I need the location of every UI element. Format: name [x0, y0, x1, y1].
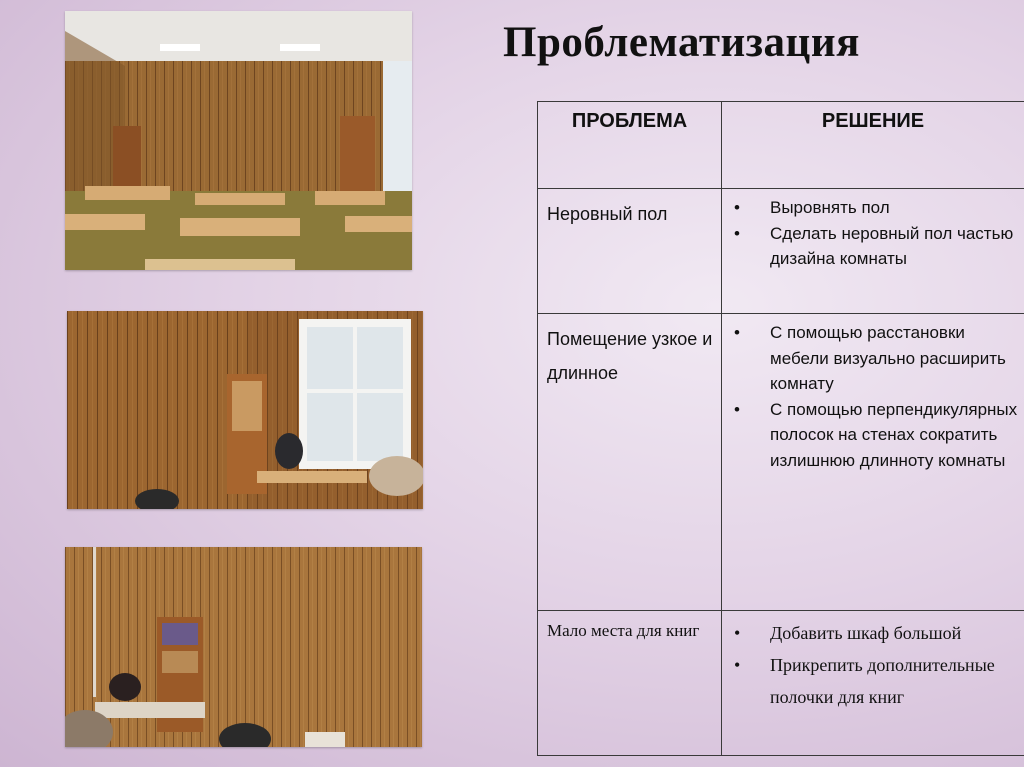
solution-item: • Сделать неровный пол частью дизайна комнаты [730, 221, 1018, 272]
problem-solution-table [537, 101, 1024, 756]
table-row [538, 189, 1024, 314]
problem-cell: Помещение узкое и длинное [538, 314, 722, 611]
solution-item: • Прикрепить дополнительные полочки для книг [730, 649, 1018, 713]
classroom-photo-bookshelf [65, 547, 422, 747]
problem-cell: Неровный пол [538, 189, 722, 314]
slide-title: Проблематизация [503, 19, 860, 66]
table-row [538, 314, 1024, 611]
solution-cell [722, 189, 1024, 314]
solution-item: • Выровнять пол [730, 195, 1018, 221]
problem-cell: Мало места для книг [538, 611, 722, 756]
solution-item: • С помощью перпендикулярных полосок на стенах сократить излишнюю длинноту комнаты [730, 397, 1018, 474]
solution-cell [722, 611, 1024, 756]
classroom-photo-desks [65, 11, 412, 270]
classroom-photo-window [67, 311, 423, 509]
header-problem: ПРОБЛЕМА [538, 102, 722, 189]
header-solution: РЕШЕНИЕ [722, 102, 1024, 189]
solution-cell [722, 314, 1024, 611]
table-row [538, 611, 1024, 756]
solution-item: • Добавить шкаф большой [730, 617, 1018, 649]
solution-item: • С помощью расстановки мебели визуально расширить комнату [730, 320, 1018, 397]
